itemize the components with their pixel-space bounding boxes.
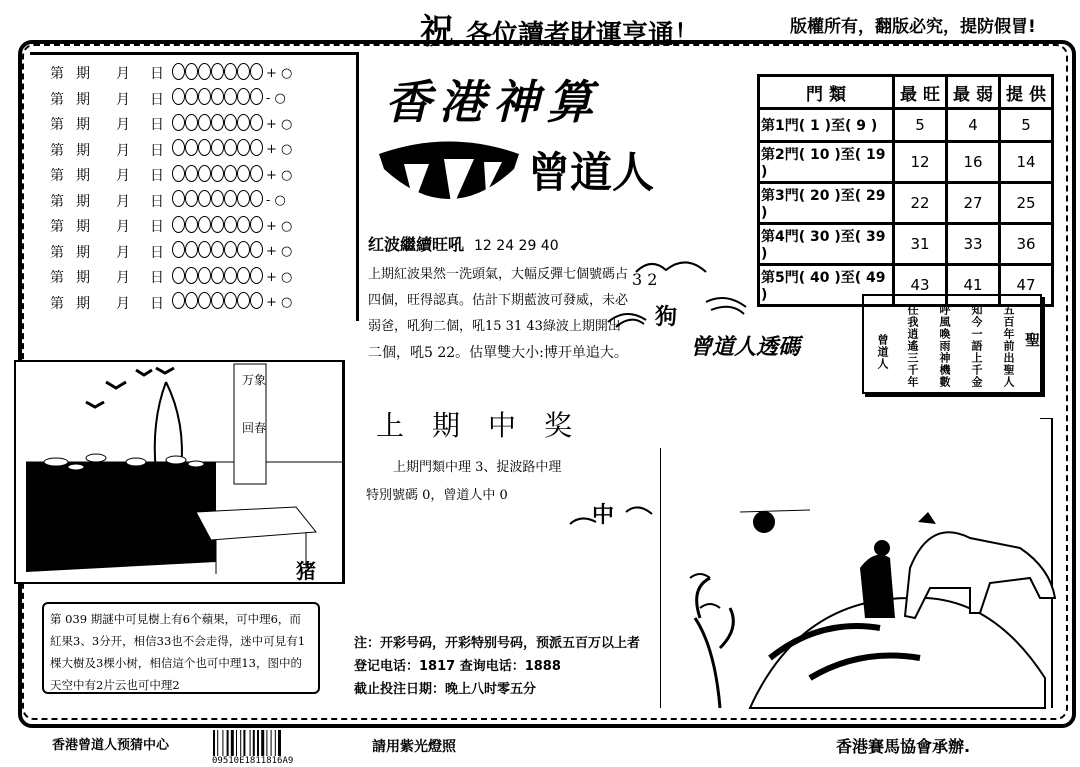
number-circle — [211, 241, 224, 258]
number-circle — [224, 165, 237, 182]
barcode-bar — [240, 730, 241, 756]
number-circles — [172, 190, 263, 211]
number-circle — [185, 63, 198, 80]
number-circle — [237, 267, 250, 284]
number-circle — [198, 292, 211, 309]
record-label: 第 — [50, 295, 64, 312]
header-category: 門 類 — [759, 76, 894, 109]
record-label: 日 — [150, 244, 164, 261]
poem-signature: 曾道人 — [876, 334, 889, 370]
red-wave-line: 红波繼續旺吼 12 24 29 40 — [368, 235, 559, 254]
record-label: 第 — [50, 117, 64, 133]
scroll-text: 回春 — [242, 421, 267, 435]
table-row: 第5門( 40 )至( 49 ) 43 41 47 — [759, 265, 1053, 306]
record-label: 期 — [76, 142, 90, 159]
number-circle — [185, 88, 198, 105]
number-circle — [198, 241, 211, 258]
number-circle — [198, 190, 211, 207]
door-table — [757, 74, 1054, 307]
number-circle — [211, 139, 224, 156]
dog-char: 狗 — [655, 304, 678, 330]
special-marker: + ○ — [266, 142, 293, 157]
number-circle — [198, 88, 211, 105]
record-label: 月 — [116, 244, 130, 261]
record-label: 月 — [116, 295, 130, 312]
number-circle — [185, 139, 198, 156]
number-circle — [211, 88, 224, 105]
zodiac-pig: 猪 — [296, 559, 316, 583]
number-circle — [172, 165, 185, 182]
number-circle — [172, 88, 185, 105]
page-title: 香港神算 — [385, 75, 601, 129]
record-label: 日 — [150, 91, 164, 108]
record-label: 日 — [150, 168, 164, 184]
record-label: 月 — [116, 270, 130, 286]
poem-box — [862, 294, 1042, 394]
record-row — [50, 265, 292, 289]
greeting: 祝 各位讀者財運亨通！ — [420, 12, 701, 52]
special-marker: + ○ — [266, 167, 293, 183]
special-marker: + ○ — [266, 65, 293, 81]
number-circle — [172, 292, 185, 309]
horse-landscape-illustration — [660, 418, 1058, 718]
number-circles — [172, 241, 263, 262]
number-circle — [172, 241, 185, 258]
record-row — [50, 163, 292, 187]
record-label: 期 — [76, 91, 90, 108]
number-circles — [172, 216, 263, 237]
barcode-bar — [257, 730, 259, 756]
number-circle — [185, 190, 198, 207]
number-circle — [198, 267, 211, 284]
record-label: 日 — [150, 193, 164, 210]
number-circle — [172, 63, 185, 80]
number-circle — [250, 216, 263, 233]
number-circle — [185, 165, 198, 182]
record-label: 第 — [50, 244, 64, 261]
number-circles — [172, 292, 263, 313]
barcode-bar — [213, 730, 215, 756]
record-row — [50, 189, 286, 213]
number-circles — [172, 139, 263, 160]
number-circles — [172, 165, 263, 186]
number-circle — [237, 139, 250, 156]
record-row — [50, 240, 292, 264]
number-circle — [211, 292, 224, 309]
number-circle — [198, 114, 211, 131]
record-label: 日 — [150, 219, 164, 235]
number-circle — [224, 190, 237, 207]
special-marker: - ○ — [266, 193, 286, 208]
record-row — [50, 138, 292, 162]
record-label: 第 — [50, 168, 64, 184]
barcode-number: 09510E1811816A9 — [212, 756, 294, 766]
puzzle-picture — [14, 360, 345, 584]
number-circle — [185, 267, 198, 284]
poem-line: 知今一語上千金 — [970, 304, 983, 388]
dog-number: 3 2 — [632, 270, 658, 289]
number-circle — [172, 190, 185, 207]
number-circle — [250, 139, 263, 156]
number-circle — [250, 267, 263, 284]
record-label: 日 — [150, 295, 164, 312]
record-label: 日 — [150, 66, 164, 82]
record-label: 月 — [116, 142, 130, 159]
special-marker: - ○ — [266, 91, 286, 106]
number-circle — [198, 139, 211, 156]
number-circles — [172, 114, 263, 135]
note-box: 第 039 期謎中可見樹上有6个蘋果，可中理6，而紅果3、3分开，相信33也不会走得，迷中可見有1棵大樹及3棵小树，相信這个也可中理13，图中的天空中有2片云也可中理2 — [42, 602, 320, 694]
poem-line: 呼風喚雨神機數 — [938, 304, 951, 388]
special-marker: + ○ — [266, 244, 293, 259]
record-row — [50, 291, 292, 315]
number-circle — [172, 216, 185, 233]
record-label: 期 — [76, 66, 90, 82]
special-marker: + ○ — [266, 295, 293, 310]
special-marker: + ○ — [266, 116, 293, 132]
number-circle — [250, 292, 263, 309]
barcode-bar — [231, 730, 234, 756]
record-label: 第 — [50, 219, 64, 235]
barcode-bar — [261, 730, 264, 756]
number-circle — [224, 88, 237, 105]
barcode-bar — [217, 730, 218, 756]
record-label: 月 — [116, 91, 130, 108]
record-label: 日 — [150, 142, 164, 159]
tou-ma-caption: 曾道人透碼 — [690, 334, 801, 360]
special-marker: + ○ — [266, 218, 293, 234]
number-circle — [211, 190, 224, 207]
number-circle — [198, 165, 211, 182]
record-row — [50, 61, 292, 85]
scroll-text: 万象 — [242, 373, 267, 387]
brand-name: 曾道人 — [528, 148, 655, 197]
record-label: 日 — [150, 270, 164, 286]
number-circle — [198, 216, 211, 233]
number-circle — [250, 190, 263, 207]
cloud-ornament-icon — [606, 252, 756, 342]
analysis-paragraph: 上期紅波果然一洗頭氣，大幅反彈七個號碼占 四個，旺得認真。估計下期藍波可發威，未必 弱爸，吼狗二個，吼15 31 43綠波上期開出 二個，吼5 22。估單雙大小:博开单追大。 — [368, 267, 629, 361]
record-label: 期 — [76, 168, 90, 184]
record-label: 期 — [76, 270, 90, 286]
notice-line: 登记电话：1817 查询电话：1888 — [354, 659, 561, 674]
number-circle — [224, 292, 237, 309]
barcode-bar — [236, 730, 237, 756]
ingot-logo-icon — [374, 134, 524, 224]
record-label: 期 — [76, 117, 90, 133]
number-circle — [224, 241, 237, 258]
number-circle — [224, 63, 237, 80]
number-circle — [211, 216, 224, 233]
notice-line: 注：开彩号码，开彩特别号码，预派五百万以上者 — [354, 636, 641, 651]
footer-middle: 請用紫光燈照 — [372, 739, 456, 755]
record-label: 月 — [116, 66, 130, 82]
number-circle — [237, 88, 250, 105]
record-table — [30, 52, 359, 321]
number-circle — [224, 267, 237, 284]
number-circle — [185, 216, 198, 233]
number-circle — [172, 139, 185, 156]
special-marker: + ○ — [266, 269, 293, 285]
footer-right: 香港賽馬協會承辦. — [836, 737, 971, 756]
record-label: 日 — [150, 117, 164, 133]
barcode-bar — [275, 730, 276, 756]
number-circle — [185, 241, 198, 258]
record-label: 第 — [50, 193, 64, 210]
lottery-notices — [354, 632, 640, 701]
barcode-bar — [266, 730, 267, 756]
record-label: 期 — [76, 219, 90, 235]
barcode-bar — [278, 730, 281, 756]
record-label: 第 — [50, 91, 64, 108]
number-circle — [250, 114, 263, 131]
number-circle — [224, 139, 237, 156]
number-circle — [237, 165, 250, 182]
number-circle — [237, 114, 250, 131]
record-row — [50, 214, 292, 238]
barcode-bar — [250, 730, 251, 756]
number-circles — [172, 267, 263, 288]
number-circle — [237, 190, 250, 207]
number-circle — [250, 165, 263, 182]
number-circle — [198, 63, 211, 80]
number-circles — [172, 88, 263, 109]
record-label: 第 — [50, 270, 64, 286]
footer-left: 香港曾道人预猜中心 — [52, 738, 170, 753]
number-circle — [237, 63, 250, 80]
notice-line: 截止投注日期：晚上八时零五分 — [354, 682, 537, 697]
record-label: 第 — [50, 66, 64, 82]
record-row — [50, 87, 286, 111]
barcode-bar — [227, 730, 229, 756]
record-label: 期 — [76, 193, 90, 210]
number-circle — [224, 114, 237, 131]
header-give: 提 供 — [1000, 76, 1053, 109]
table-row: 第1門( 1 )至( 9 ) 5 4 5 — [759, 109, 1053, 142]
record-label: 月 — [116, 193, 130, 210]
number-circle — [237, 216, 250, 233]
record-label: 月 — [116, 219, 130, 235]
number-circles — [172, 63, 263, 84]
table-row: 第2門( 10 )至( 19 ) 12 16 14 — [759, 142, 1053, 183]
number-circle — [172, 267, 185, 284]
record-label: 月 — [116, 117, 130, 133]
last-period-title: 上期中奖 — [376, 409, 601, 442]
hit-badge: 中 — [592, 502, 615, 528]
sage-scene-illustration — [16, 362, 342, 582]
number-circle — [250, 241, 263, 258]
barcode-bar — [222, 730, 223, 756]
number-circle — [224, 216, 237, 233]
poem-line: 五百年前出聖人 — [1002, 304, 1015, 388]
number-circle — [211, 267, 224, 284]
poem-seal: 聖 — [1023, 332, 1041, 348]
table-row: 第4門( 30 )至( 39 ) 31 33 36 — [759, 224, 1053, 265]
record-label: 期 — [76, 244, 90, 261]
barcode-bar — [271, 730, 272, 756]
number-circle — [211, 114, 224, 131]
number-circle — [211, 63, 224, 80]
record-label: 月 — [116, 168, 130, 184]
record-label: 第 — [50, 142, 64, 159]
barcode-bar — [253, 730, 255, 756]
number-circle — [185, 114, 198, 131]
copyright-notice: 版權所有，翻版必究，提防假冒! — [790, 17, 1036, 37]
number-circle — [250, 63, 263, 80]
barcode-bar — [243, 730, 245, 756]
header-min: 最 弱 — [947, 76, 1000, 109]
poem-line: 任我逍遙三千年 — [906, 304, 919, 388]
number-circle — [185, 292, 198, 309]
number-circle — [250, 88, 263, 105]
number-circle — [172, 114, 185, 131]
table-row: 第3門( 20 )至( 29 ) 22 27 25 — [759, 183, 1053, 224]
last-period-line1: 上期門類中理 3、捉波路中理 — [393, 460, 562, 475]
last-period-line2: 特別號碼 0，曾道人中 0 — [366, 488, 508, 503]
header-max: 最 旺 — [894, 76, 947, 109]
record-label: 期 — [76, 295, 90, 312]
number-circle — [237, 241, 250, 258]
number-circle — [211, 165, 224, 182]
number-circle — [237, 292, 250, 309]
record-row — [50, 112, 292, 136]
